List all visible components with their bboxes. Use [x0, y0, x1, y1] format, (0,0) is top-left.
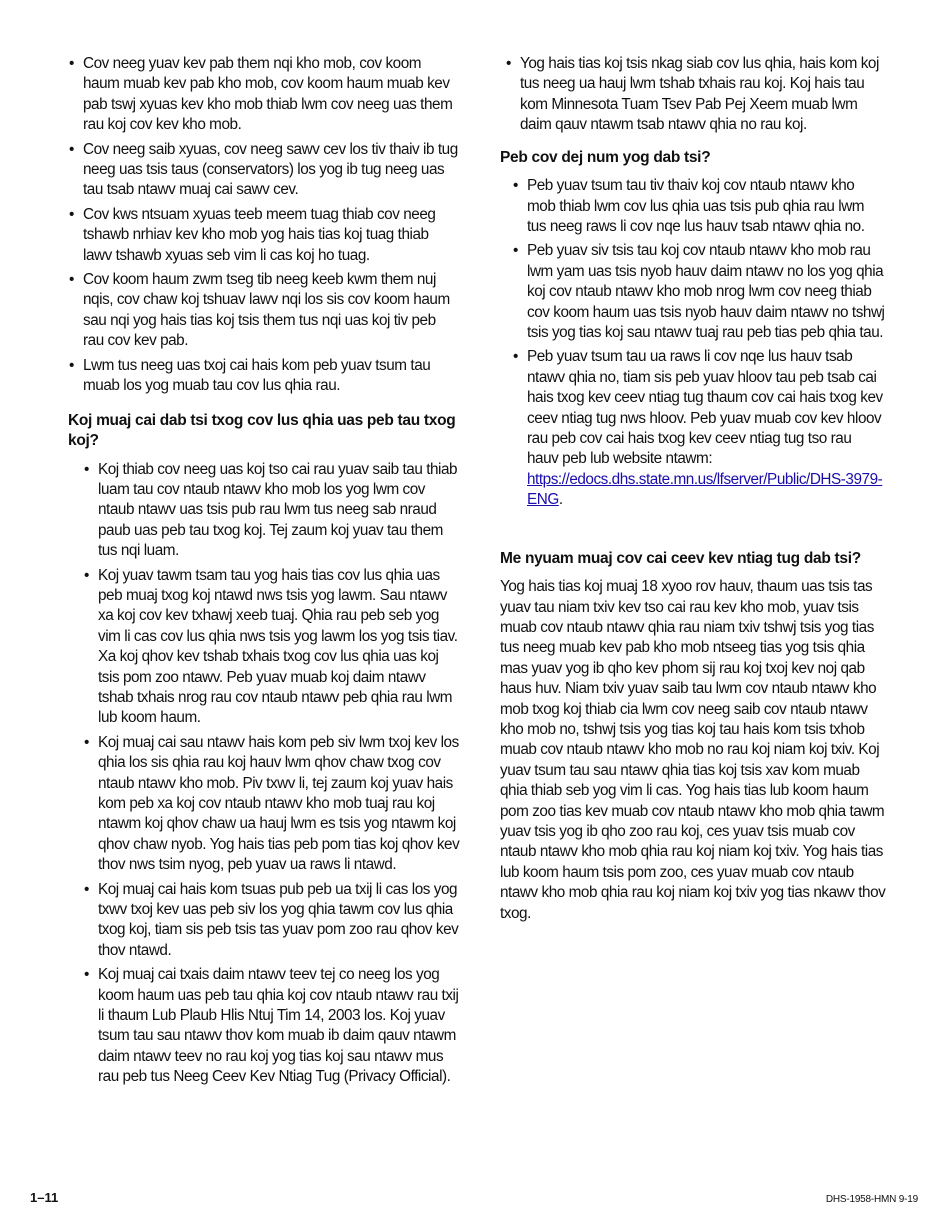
list-item: • Koj muaj cai txais daim ntawv teev tej co neeg los yog koom haum uas peb tau qhia koj cov ntaub ntawv rau txij li thaum Lub Plaub Hlis Ntuj Tim 14, 2003 los. Koj yuav tsum tau sau ntawv thov kom muab ib daim qauv ntawm daim ntawv teev no rau koj yog tias koj sau ntawv mus rau peb tus Neeg Ceev Kev Ntiag Tug (Privacy Official).: [83, 965, 460, 1087]
disclosure-recipients-list: [68, 54, 460, 397]
minors-paragraph: Yog hais tias koj muaj 18 xyoo rov hauv, thaum uas tsis tas yuav tau niam txiv kev tso cai rau kev kho mob, yuav tsis muab cov ntaub ntawv qhia rau niam txiv tshwj tsis yog tias tus neeg muab kev pab kho mob ntseeg tias yog tsis qhia mas yuav yog ib qho kev phom sij rau koj txoj kev noj qab haus huv. Niam txiv yuav saib tau lwm cov ntaub ntawv kho mob txog koj thiab cia lwm cov neeg saib cov ntaub ntawv kho mob no, tshwj tsis yog tias koj tau hais kom tsis txhob muab cov ntaub ntawv kho mob no rau koj niam koj txiv. Koj yuav tsum tau sau ntawv qhia tias koj tsis xav kom muab qhia thiab seb yog vim li cas. Yog hais tias lub koom haum pom zoo tias kev muab cov ntaub ntawv kho mob qhia tawm yuav tsis yog ib qho zoo rau koj, ces yuav tsis muab cov ntaub ntawv kho mob qhia rau koj niam koj txiv. Yog hais tias lub koom haum tsis pom zoo, ces yuav muab cov ntaub ntawv kho mob qhia rau koj niam koj txiv yog tias nkawv thov txog.: [500, 578, 886, 922]
list-item: • Yog hais tias koj tsis nkag siab cov lus qhia, hais kom koj tus neeg ua hauj lwm tshab txhais rau koj. Koj hais tau kom Minnesota Tuam Tsev Pab Pej Xeem muab lwm daim qauv ntawm tsab ntawv qhia no rau koj.: [505, 54, 886, 136]
section-heading-minors: Me nyuam muaj cov cai ceev kev ntiag tug dab tsi?: [500, 549, 861, 567]
list-item-text: Peb yuav tsum tau ua raws li cov nqe lus hauv tsab ntawv qhia no, tiam sis peb yuav hloov tau peb tsab cai hais txog kev ceev ntiag tug thaum cov cai hais txog kev ceev ntiag tug nws hloov. Peb yuav muab cov kev hloov rau peb cov cai hais txog kev ceev ntiag tug tso rau hauv peb lub website ntawm:: [527, 348, 883, 468]
list-item: • Peb yuav tsum tau tiv thaiv koj cov ntaub ntawv kho mob thiab lwm cov lus qhia uas tsis pub qhia rau lwm tus neeg raws li cov nqe lus hauv tsab ntawv qhia no.: [512, 176, 886, 237]
right-column: [500, 54, 886, 924]
list-item: • Peb yuav siv tsis tau koj cov ntaub ntawv kho mob rau lwm yam uas tsis nyob hauv daim ntawv no los yog qhia koj cov ntaub ntawv kho mob nrog lwm cov neeg thiab cov koom haum uas tsis nyob hauv daim ntawv no tshwj tsis yog tias koj sau ntawv tuaj rau peb tias peb qhia tau.: [512, 241, 886, 343]
duties-list: [500, 176, 886, 511]
rights-list: [68, 460, 460, 1088]
page-number: 1–11: [30, 1190, 59, 1205]
section-heading-rights: Koj muaj cai dab tsi txog cov lus qhia uas peb tau txog koj?: [68, 411, 456, 449]
list-item: • Cov kws ntsuam xyuas teeb meem tuag thiab cov neeg tshawb nrhiav kev kho mob yog hais tias koj tuag thiab lawv tshawb xyuas seb vim li cas koj ho tuag.: [68, 205, 460, 266]
list-item: • Cov neeg yuav kev pab them nqi kho mob, cov koom haum muab kev pab kho mob, cov koom haum muab kev pab tswj xyuas kev kho mob thiab lwm cov neeg uas them rau koj cov kev kho mob.: [68, 54, 460, 136]
list-item: • Lwm tus neeg uas txoj cai hais kom peb yuav tsum tau muab los yog muab tau cov lus qhia rau.: [68, 356, 460, 397]
section-heading-duties: Peb cov dej num yog dab tsi?: [500, 148, 711, 166]
list-item: [512, 347, 886, 510]
form-code: DHS-1958-HMN 9-19: [825, 1194, 918, 1205]
list-item: • Koj yuav tawm tsam tau yog hais tias cov lus qhia uas peb muaj txog koj ntawd nws tsis yog lawm. Sau ntawv xa koj cov kev txhawj xeeb tuaj. Qhia rau peb seb yog vim li cas cov lus qhia nws tsis yog lawm los yog tsis tiav. Xa koj qhov kev tshab txhais txog cov lus qhia uas koj tsis pom zoo ntawv. Peb yuav muab koj daim ntawv tshab txhais nrog rau cov ntaub ntawv peb qhia rau lwm lub koom haum.: [83, 566, 460, 729]
list-item: • Cov koom haum zwm tseg tib neeg keeb kwm them nuj nqis, cov chaw koj tshuav lawv nqi los sis cov koom haum sau nqi yog hais tias koj tsis them tus nqi uas koj tiv peb rau cov kev pab.: [68, 270, 460, 352]
left-column: [68, 54, 460, 1092]
list-item: • Koj muaj cai hais kom tsuas pub peb ua txij li cas los yog txwv txoj kev uas peb siv los yog qhia tawm cov lus qhia txog koj, tiam sis peb tsis tas yuav pom zoo rau qhov kev thov ntawd.: [83, 880, 460, 962]
list-item-end: .: [558, 491, 563, 509]
list-item: • Cov neeg saib xyuas, cov neeg sawv cev los tiv thaiv ib tug neeg uas tsis taus (conservators) los yog ib tug neeg uas tau tsab ntawv muaj cai sawv cev.: [68, 140, 460, 201]
list-item: • Koj muaj cai sau ntawv hais kom peb siv lwm txoj kev los qhia los sis qhia rau koj hauv lwm qhov chaw txog cov ntaub ntawv kho mob. Piv txwv li, tej zaum koj yuav hais kom peb xa koj cov ntaub ntawv kho mob tuaj rau koj ntawm koj qhov chaw ua hauj lwm es tsis yog ntawm koj qhov chaw nyob. Yog hais tias peb pom tias koj qhov kev thov nws tsim nyog, peb yuav ua raws li ntawd.: [83, 733, 460, 876]
list-item: • Koj thiab cov neeg uas koj tso cai rau yuav saib tau thiab luam tau cov ntaub ntawv kho mob los yog lwm cov ntaub ntawv uas tsis pub rau lwm tus neeg sab nraud paub uas peb tau txog koj. Tej zaum koj yuav tau them tus nqi luam.: [83, 460, 460, 562]
rights-list-continued: [500, 54, 886, 136]
privacy-policy-link[interactable]: https://edocs.dhs.state.mn.us/lfserver/Public/DHS-3979-ENG: [527, 470, 883, 509]
